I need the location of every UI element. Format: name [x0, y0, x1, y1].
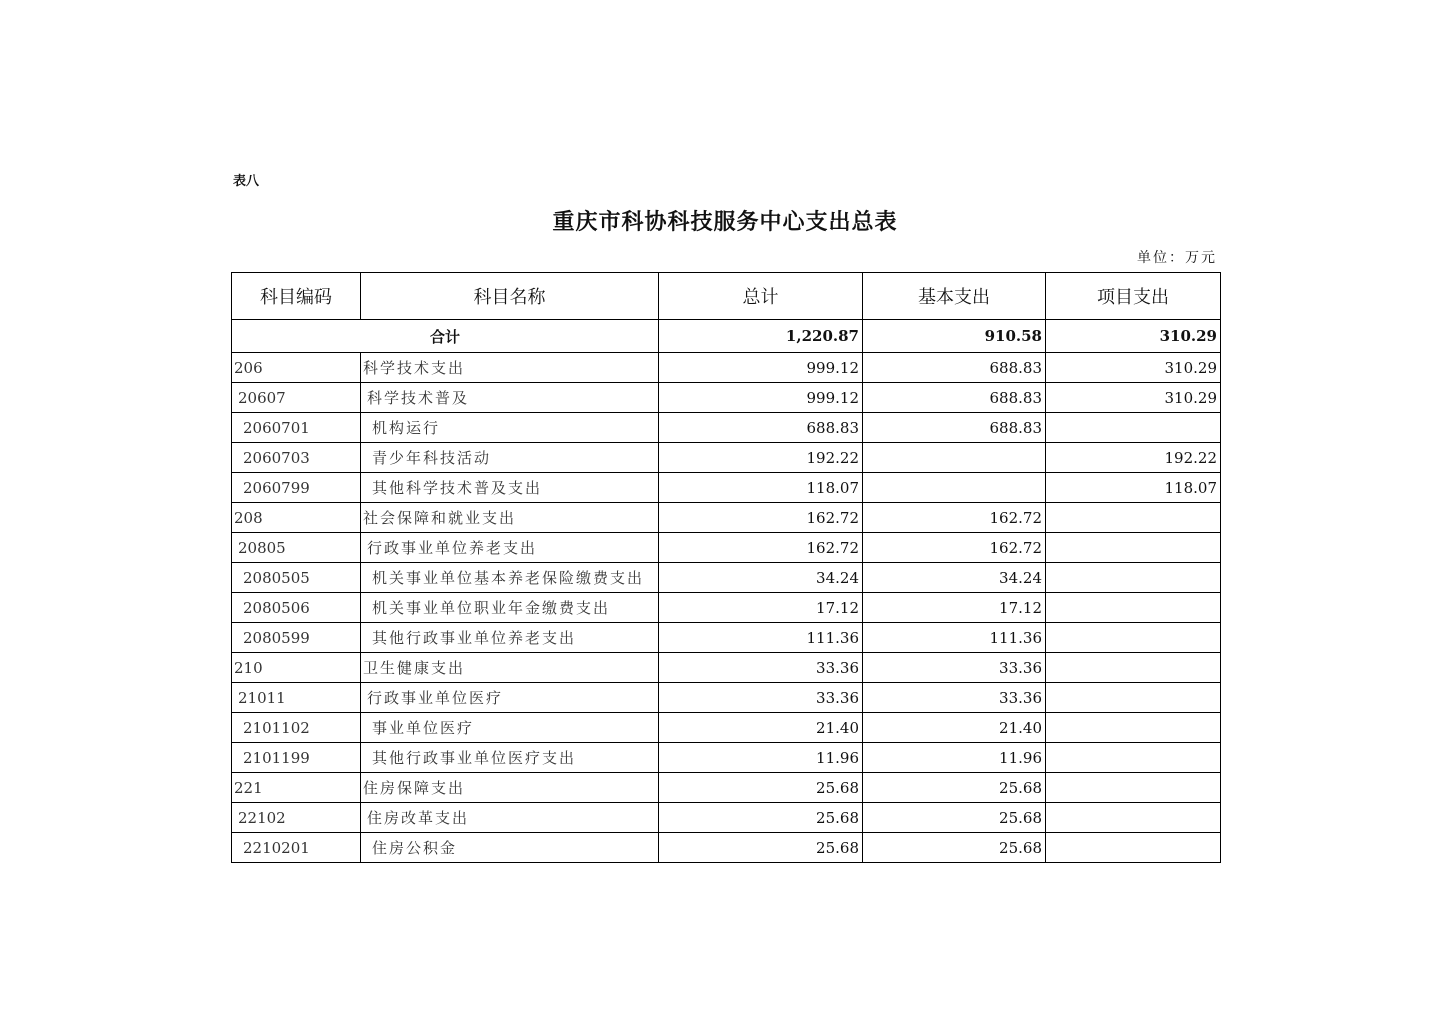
cell-total: 21.40 [659, 713, 863, 743]
cell-project [1046, 683, 1221, 713]
cell-project [1046, 593, 1221, 623]
table-header-row [232, 273, 1221, 320]
cell-code: 2060703 [232, 443, 361, 473]
cell-name: 其他行政事业单位养老支出 [361, 623, 659, 653]
table-row [232, 443, 1221, 473]
cell-name: 其他行政事业单位医疗支出 [361, 743, 659, 773]
cell-name: 青少年科技活动 [361, 443, 659, 473]
cell-basic: 25.68 [863, 833, 1046, 863]
table-row [232, 653, 1221, 683]
column-header-name: 科目名称 [361, 273, 659, 320]
cell-code: 2080506 [232, 593, 361, 623]
cell-basic: 21.40 [863, 713, 1046, 743]
cell-code: 210 [232, 653, 361, 683]
cell-total: 25.68 [659, 803, 863, 833]
cell-project [1046, 833, 1221, 863]
total-label: 合计 [232, 320, 659, 353]
cell-total: 33.36 [659, 683, 863, 713]
cell-name: 社会保障和就业支出 [361, 503, 659, 533]
cell-total: 688.83 [659, 413, 863, 443]
cell-name: 机关事业单位职业年金缴费支出 [361, 593, 659, 623]
unit-label: 单位：万元 [1137, 250, 1217, 266]
page-title: 重庆市科协科技服务中心支出总表 [552, 209, 898, 235]
table-row [232, 623, 1221, 653]
cell-total: 25.68 [659, 833, 863, 863]
total-cell-basic: 910.58 [863, 320, 1046, 353]
cell-basic: 688.83 [863, 353, 1046, 383]
cell-project [1046, 533, 1221, 563]
cell-code: 208 [232, 503, 361, 533]
cell-code: 2101102 [232, 713, 361, 743]
table-row [232, 683, 1221, 713]
table-row [232, 383, 1221, 413]
cell-total: 162.72 [659, 533, 863, 563]
cell-code: 2101199 [232, 743, 361, 773]
cell-basic [863, 443, 1046, 473]
cell-name: 住房保障支出 [361, 773, 659, 803]
cell-project [1046, 713, 1221, 743]
table-row [232, 713, 1221, 743]
cell-code: 221 [232, 773, 361, 803]
cell-name: 事业单位医疗 [361, 713, 659, 743]
cell-code: 20805 [232, 533, 361, 563]
table-row [232, 593, 1221, 623]
cell-name: 住房改革支出 [361, 803, 659, 833]
cell-name: 行政事业单位医疗 [361, 683, 659, 713]
cell-basic: 162.72 [863, 533, 1046, 563]
table-row [232, 773, 1221, 803]
expense-table [231, 272, 1221, 863]
cell-total: 11.96 [659, 743, 863, 773]
cell-total: 162.72 [659, 503, 863, 533]
cell-total: 111.36 [659, 623, 863, 653]
cell-basic: 34.24 [863, 563, 1046, 593]
cell-total: 192.22 [659, 443, 863, 473]
cell-basic: 33.36 [863, 653, 1046, 683]
cell-project [1046, 563, 1221, 593]
cell-code: 2080505 [232, 563, 361, 593]
table-row [232, 413, 1221, 443]
cell-total: 118.07 [659, 473, 863, 503]
cell-basic: 111.36 [863, 623, 1046, 653]
table-row [232, 533, 1221, 563]
cell-basic: 25.68 [863, 803, 1046, 833]
cell-project [1046, 743, 1221, 773]
total-row [232, 320, 1221, 353]
cell-basic: 25.68 [863, 773, 1046, 803]
cell-name: 科学技术支出 [361, 353, 659, 383]
column-header-code: 科目编码 [232, 273, 361, 320]
cell-basic: 688.83 [863, 383, 1046, 413]
cell-name: 卫生健康支出 [361, 653, 659, 683]
cell-basic: 688.83 [863, 413, 1046, 443]
cell-code: 21011 [232, 683, 361, 713]
total-cell-total: 1,220.87 [659, 320, 863, 353]
cell-project [1046, 503, 1221, 533]
cell-project: 310.29 [1046, 353, 1221, 383]
cell-name: 科学技术普及 [361, 383, 659, 413]
cell-name: 住房公积金 [361, 833, 659, 863]
cell-project: 310.29 [1046, 383, 1221, 413]
cell-total: 25.68 [659, 773, 863, 803]
cell-name: 行政事业单位养老支出 [361, 533, 659, 563]
column-header-total: 总计 [659, 273, 863, 320]
total-cell-project: 310.29 [1046, 320, 1221, 353]
cell-project: 118.07 [1046, 473, 1221, 503]
cell-project: 192.22 [1046, 443, 1221, 473]
table-row [232, 353, 1221, 383]
table-row [232, 743, 1221, 773]
column-header-basic: 基本支出 [863, 273, 1046, 320]
cell-total: 17.12 [659, 593, 863, 623]
table-row [232, 473, 1221, 503]
cell-basic: 33.36 [863, 683, 1046, 713]
cell-code: 22102 [232, 803, 361, 833]
cell-code: 2060701 [232, 413, 361, 443]
cell-code: 20607 [232, 383, 361, 413]
cell-basic: 11.96 [863, 743, 1046, 773]
cell-basic: 162.72 [863, 503, 1046, 533]
cell-name: 其他科学技术普及支出 [361, 473, 659, 503]
column-header-project: 项目支出 [1046, 273, 1221, 320]
table-row [232, 833, 1221, 863]
cell-code: 2060799 [232, 473, 361, 503]
cell-name: 机构运行 [361, 413, 659, 443]
table-row [232, 803, 1221, 833]
cell-code: 206 [232, 353, 361, 383]
table-row [232, 503, 1221, 533]
cell-total: 999.12 [659, 383, 863, 413]
cell-basic: 17.12 [863, 593, 1046, 623]
cell-code: 2080599 [232, 623, 361, 653]
cell-total: 33.36 [659, 653, 863, 683]
cell-project [1046, 803, 1221, 833]
cell-project [1046, 413, 1221, 443]
cell-project [1046, 653, 1221, 683]
cell-project [1046, 623, 1221, 653]
cell-total: 34.24 [659, 563, 863, 593]
table-row [232, 563, 1221, 593]
table-label: 表八 [233, 174, 260, 189]
cell-basic [863, 473, 1046, 503]
cell-project [1046, 773, 1221, 803]
cell-total: 999.12 [659, 353, 863, 383]
cell-code: 2210201 [232, 833, 361, 863]
cell-name: 机关事业单位基本养老保险缴费支出 [361, 563, 659, 593]
